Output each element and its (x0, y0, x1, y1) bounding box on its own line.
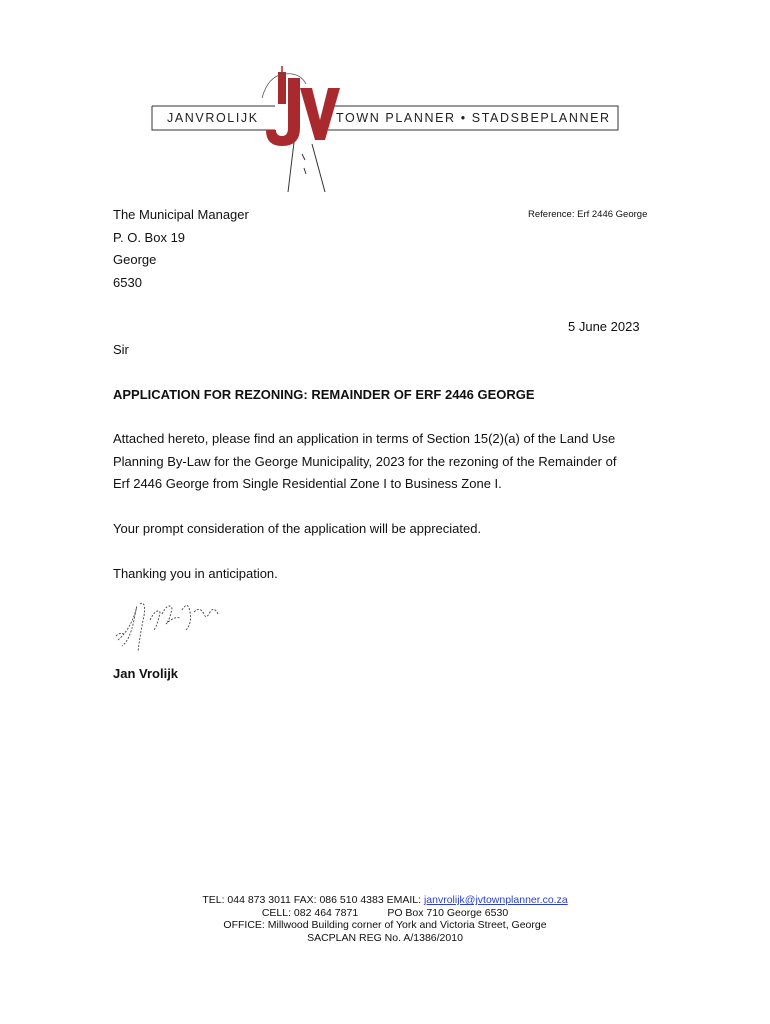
letterhead-name: JANVROLIJK (167, 111, 259, 125)
paragraph-line: Erf 2446 George from Single Residential Zone I to Business Zone I. (113, 476, 502, 491)
footer-office: OFFICE: Millwood Building corner of York and Victoria Street, George (223, 919, 547, 931)
recipient-line: 6530 (113, 274, 142, 290)
reference: Reference: Erf 2446 George (528, 209, 648, 220)
footer (100, 894, 670, 944)
recipient-line: The Municipal Manager (113, 207, 249, 222)
footer-tel-fax: TEL: 044 873 3011 FAX: 086 510 4383 EMAIL: (202, 894, 424, 906)
footer-contact-line (100, 894, 670, 907)
recipient-line: George (113, 252, 157, 267)
jv-logo (150, 64, 620, 192)
signatory-name: Jan Vrolijk (113, 666, 179, 681)
letter-date: 5 June 2023 (568, 319, 640, 334)
signature (110, 590, 230, 660)
subject-heading: APPLICATION FOR REZONING: REMAINDER OF ERF 2446 GEORGE (113, 387, 535, 402)
salutation: Sir (113, 342, 129, 357)
recipient-line: P. O. Box 19 (113, 229, 186, 245)
footer-sacplan: SACPLAN REG No. A/1386/2010 (307, 931, 463, 944)
closing: Thanking you in anticipation. (113, 566, 278, 581)
footer-email-link[interactable]: janvrolijk@jvtownplanner.co.za (423, 894, 568, 906)
footer-cell-po: CELL: 082 464 7871 PO Box 710 George 6530 (261, 906, 509, 919)
letterhead-title: TOWN PLANNER • STADSBEPLANNER (336, 111, 611, 125)
paragraph-1 (113, 428, 673, 496)
paragraph-line: Attached hereto, please find an application in terms of Section 15(2)(a) of the Land Use (113, 431, 616, 446)
paragraph-2: Your prompt consideration of the application will be appreciated. (113, 521, 482, 536)
paragraph-line: Planning By-Law for the George Municipality, 2023 for the rezoning of the Remainder of (113, 453, 617, 469)
recipient-address (113, 204, 249, 294)
letterhead (150, 64, 620, 192)
